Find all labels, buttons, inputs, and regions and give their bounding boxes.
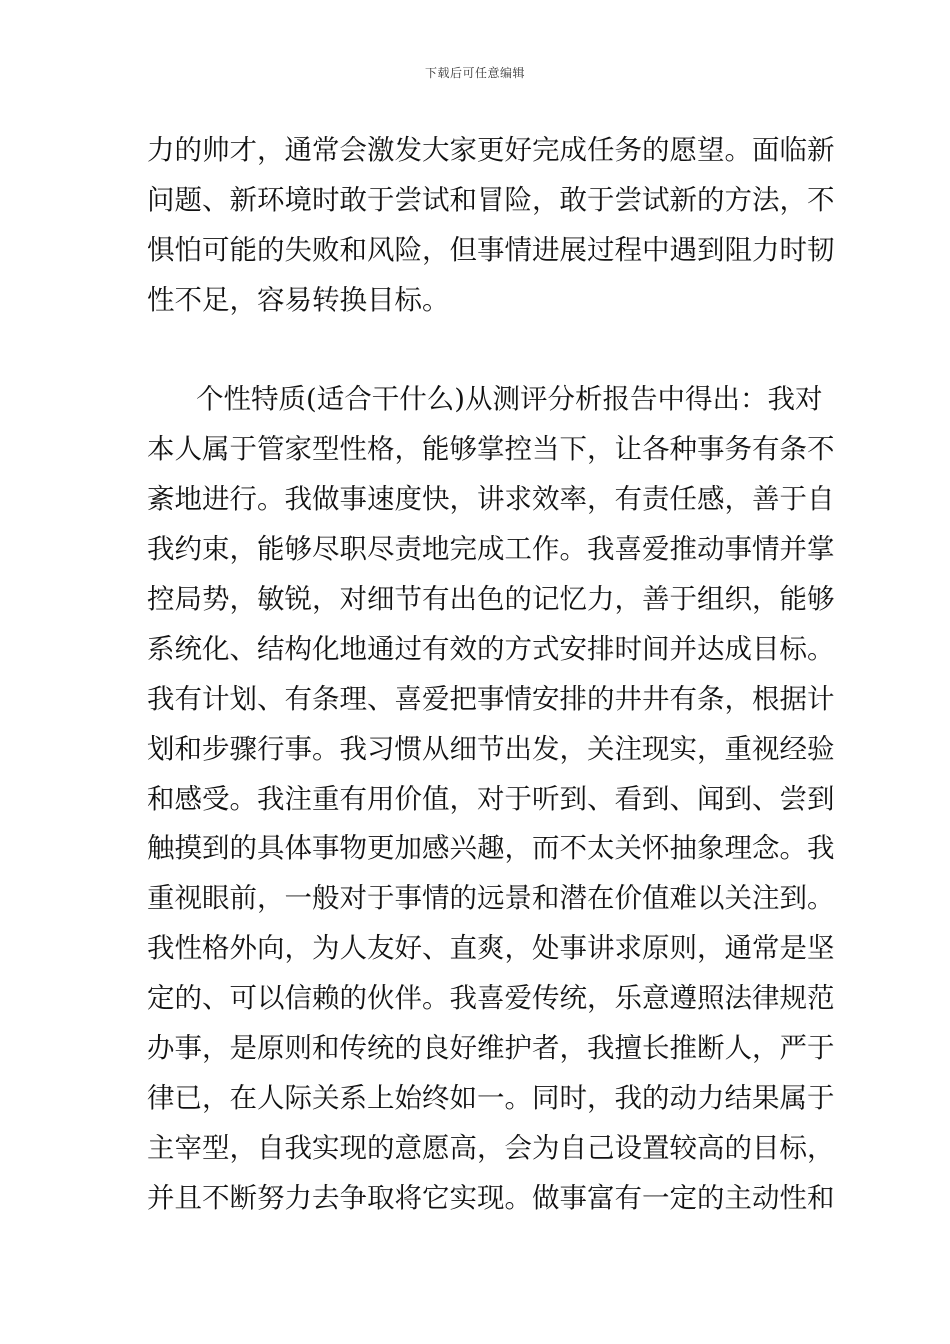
text-line: 惧怕可能的失败和风险，但事情进展过程中遇到阻力时韧 (147, 234, 835, 266)
page-header: 下载后可任意编辑 (424, 66, 525, 80)
text-line: 我约束，能够尽职尽责地完成工作。我喜爱推动事情并掌 (147, 533, 835, 565)
text-line: 性不足，容易转换目标。 (147, 284, 450, 316)
text-line: 力的帅才，通常会激发大家更好完成任务的愿望。面临新 (147, 134, 835, 166)
text-line: 个性特质(适合干什么)从测评分析报告中得出：我对 (196, 383, 823, 415)
text-line: 定的、可以信赖的伙伴。我喜爱传统，乐意遵照法律规范 (147, 982, 835, 1014)
text-line: 律已，在人际关系上始终如一。同时，我的动力结果属于 (147, 1082, 835, 1114)
text-line: 问题、新环境时敢于尝试和冒险，敢于尝试新的方法，不 (147, 184, 835, 216)
text-line: 主宰型，自我实现的意愿高，会为自己设置较高的目标， (147, 1132, 835, 1164)
text-line: 本人属于管家型性格，能够掌控当下，让各种事务有条不 (147, 433, 835, 465)
text-line: 我性格外向，为人友好、直爽，处事讲求原则，通常是坚 (147, 932, 835, 964)
text-line: 并且不断努力去争取将它实现。做事富有一定的主动性和 (147, 1182, 835, 1214)
text-line: 和感受。我注重有用价值，对于听到、看到、闻到、尝到 (147, 783, 835, 815)
text-line: 我有计划、有条理、喜爱把事情安排的井井有条，根据计 (147, 683, 835, 715)
text-line: 紊地进行。我做事速度快，讲求效率，有责任感，善于自 (147, 483, 835, 515)
text-line: 划和步骤行事。我习惯从细节出发，关注现实，重视经验 (147, 733, 835, 765)
text-line: 办事，是原则和传统的良好维护者，我擅长推断人，严于 (147, 1032, 835, 1064)
text-line: 触摸到的具体事物更加感兴趣，而不太关怀抽象理念。我 (147, 832, 835, 864)
text-line: 控局势，敏锐，对细节有出色的记忆力，善于组织，能够 (147, 583, 835, 615)
text-line: 系统化、结构化地通过有效的方式安排时间并达成目标。 (147, 633, 835, 665)
text-line: 重视眼前，一般对于事情的远景和潜在价值难以关注到。 (147, 882, 835, 914)
